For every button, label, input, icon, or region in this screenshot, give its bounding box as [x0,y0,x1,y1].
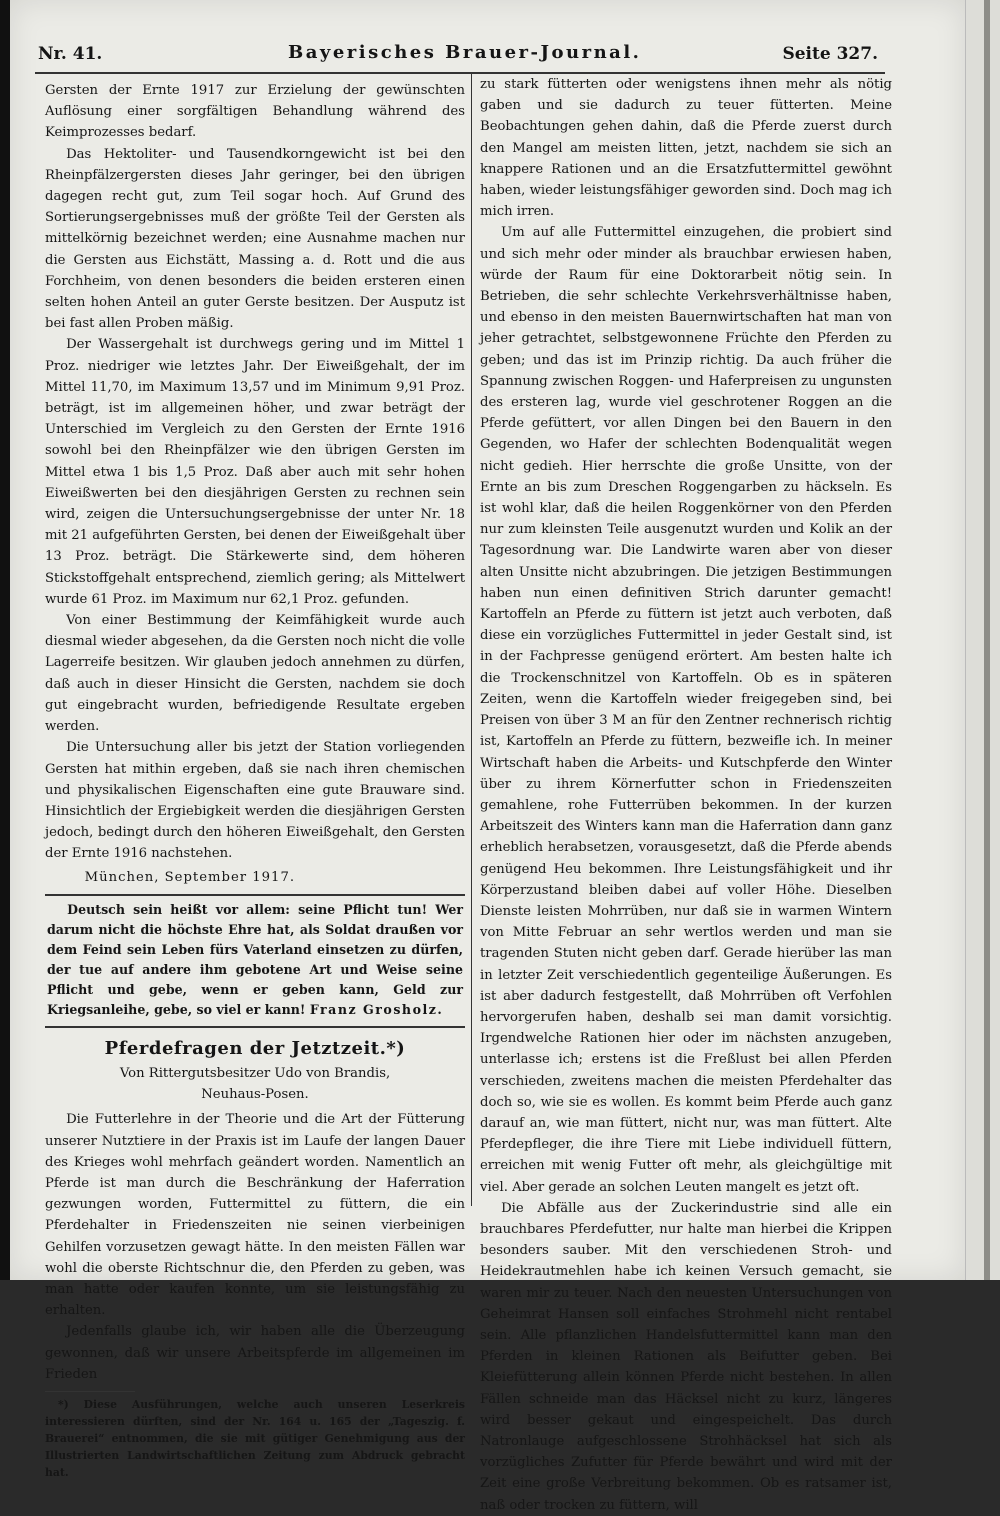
paragraph: Jedenfalls glaube ich, wir haben alle die Überzeugung gewonnen, daß wir unsere Arbeitspferde im allgemeinen im Frieden [45,1324,465,1382]
scan-right-edge [965,0,1000,1280]
paragraph: Das Hektoliter- und Tausendkorngewicht ist bei den Rheinpfälzergersten dieses Jahr geringer, bei den übrigen dagegen recht gut, zum Teil sogar hoch. Auf Grund des Sortierungsergebnisses muß der größte Teil der Gersten als mittelkörnig bezeichnet werden; eine Ausnahme machen nur die Gersten aus Eichstätt, Massing a. d. Rott und die aus Forchheim, von denen besonders die beiden ersteren einen selten hohen Anteil an guter Gerste besitzen. Der Ausputz ist bei fast allen Proben mäßig. [45,146,465,332]
quote-body: Deutsch sein heißt vor allem: seine Pflicht tun! Wer darum nicht die höchste Ehre hat, als Soldat draußen vor dem Feind sein Leben fürs Vaterland einsetzen zu dürfen, der tue auf andere ihm gebotene Art und Weise seine Pflicht und gebe, wenn er geben kann, Geld zur Kriegsanleihe, gebe, so viel er kann! [47,901,463,1017]
quote-text [47,900,463,1020]
footnote-rule [45,1391,135,1392]
paragraph: Um auf alle Futtermittel einzugehen, die probiert sind und sich mehr oder minder als brauchbar erwiesen haben, würde der Raum für eine Doktorarbeit nötig sein. In Betrieben, die sehr schlechte Verkehrsverhältnisse haben, und ebenso in den meisten Bauernwirtschaften hat man von jeher getrachtet, selbstgewonnene Früchte den Pferden zu geben; und das ist im Prinzip richtig. Da auch früher die Spannung zwischen Roggen- und Haferpreisen zu ungunsten des ersteren lag, wurde viel geschrotener Roggen an die Pferde gefüttert, vor allen Dingen bei den Bauern in den Gegenden, wo Hafer der schlechten Bodenqualität wegen nicht gedieh. Hier herrschte die große Unsitte, von der Ernte an bis zum Dreschen Roggengarben zu häckseln. Es ist wohl klar, daß die heilen Roggenkörner von den Pferden nur zum kleinsten Teile ausgenutzt wurden und Kolik an der Tagesordnung war. Die Landwirte waren aber von dieser alten Unsitte nicht abzubringen. Die jetzigen Bestimmungen haben nun einen definitiven Strich darunter gemacht! Kartoffeln an Pferde zu füttern ist jetzt auch verboten, daß diese ein vorzügliches Futtermittel in jeder Gestalt sind, ist in der Fachpresse genügend erörtert. Am besten halte ich die Trockenschnitzel von Kartoffeln. Ob es in späteren Zeiten, wenn die Kartoffeln wieder freigegeben sind, bei Preisen von über 3 M an für den Zentner rechnerisch richtig ist, Kartoffeln an Pferde zu füttern, bezweifle ich. In meiner Wirtschaft haben die Arbeits- und Kutschpferde den Winter über zu ihrem Körnerfutter schon in Friedenszeiten gemahlene, rohe Futterrüben bekommen. In der kurzen Arbeitszeit des Winters kann man die Haferration dann ganz erheblich herabsetzen, vorausgesetzt, daß die Pferde abends genügend Heu bekommen. Ihre Leistungsfähigkeit und ihr Körperzustand bleiben dabei auf voller Höhe. Dieselben Dienste leisten Mohrrüben, nur daß sie in warmen Wintern von Mitte Februar an sehr wertlos werden und man sie tragenden Stuten nicht geben darf. Gerade hierüber las man in letzter Zeit verschiedentlich gegenteilige Äußerungen. Es ist aber dadurch festgestellt, daß Mohrrüben oft Verfohlen hervorgerufen haben, deshalb sei man damit vorsichtig. Irgendwelche Rationen hier oder im nächsten anzugeben, unterlasse ich; erstens ist die Freßlust bei allen Pferden verschieden, zweitens machen die meisten Pferdehalter das doch so, wie sie es wollen. Es kommt beim Pferde auch ganz darauf an, wie man füttert, nicht nur, was man füttert. Alte Pferdepfleger, die ihre Tiere mit Liebe individuell füttern, erreichen mit wenig Futter oft mehr, als gleichgültige mit viel. Aber gerade an solchen Leuten mangelt es jetzt oft. [480,225,892,1195]
journal-title: Bayerisches Brauer-Journal. [288,42,642,63]
issue-number: Nr. 41. [38,44,103,64]
paragraph: Die Untersuchung aller bis jetzt der Station vorliegenden Gersten hat mithin ergeben, daß sie nach ihren chemischen und physikalischen Eigenschaften eine gute Brauware sind. Hinsichtlich der Ergiebigkeit werden die diesjährigen Gersten jedoch, bedingt durch den höheren Eiweißgehalt, den Gersten der Ernte 1916 nachstehen. [45,740,465,862]
left-column [45,80,465,1481]
paragraph: Der Wassergehalt ist durchwegs gering und im Mittel 1 Proz. niedriger wie letztes Jahr. Der Eiweißgehalt, der im Mittel 11,70, im Maximum 13,57 und im Minimum 9,91 Proz. beträgt, ist im allgemeinen höher, und zwar beträgt der Unterschied im Vergleich zu den Gersten der Ernte 1916 sowohl bei den Rheinpfälzer wie den übrigen Gersten im Mittel etwa 1 bis 1,5 Proz. Daß aber auch mit sehr hohen Eiweißwerten bei den diesjährigen Gersten zu rechnen sein wird, zeigen die Untersuchungsergebnisse der unter Nr. 18 mit 21 aufgeführten Gersten, bei denen der Eiweißgehalt über 13 Proz. beträgt. Die Stärkewerte sind, dem höheren Stickstoffgehalt entsprechend, ziemlich gering; als Mittelwert wurde 61 Proz. im Maximum nur 62,1 Proz. gefunden. [45,337,465,607]
paragraph: Die Futterlehre in der Theorie und die Art der Fütterung unserer Nutztiere in der Praxis ist im Laufe der langen Dauer des Krieges wohl mehrfach geändert worden. Namentlich an Pferde ist man durch die Beschränkung der Haferration gezwungen worden, Futtermittel zu füttern, die ein Pferdehalter in Friedenszeiten nie seinen vierbeinigen Gehilfen vorzusetzen gewagt hätte. In den meisten Fällen war wohl die oberste Richtschnur die, den Pferden zu geben, was man hatte oder kaufen konnte, um sie leistungsfähig zu erhalten. [45,1112,465,1319]
binding-strip [984,0,990,1280]
quote-author: Franz Grosholz. [309,1001,444,1017]
scan-left-edge [0,0,10,1280]
dateline: München, September 1917. [84,869,296,885]
byline: Von Rittergutsbesitzer Udo von Brandis, [119,1065,391,1081]
paragraph: Die Abfälle aus der Zuckerindustrie sind alle ein brauchbares Pferdefutter, nur halte man hierbei die Krippen besonders sauber. Mit den verschiedenen Stroh- und Heidekrautmehlen habe ich keinen Versuch gemacht, sie waren mir zu teuer. Nach den neuesten Untersuchungen von Geheimrat Hansen soll einfaches Strohmehl nicht rentabel sein. Alle pflanzlichen Handelsfuttermittel kann man den Pferden in kleinen Rationen als Beifutter geben. Bei Kleiefütterung allein können Pferde nicht bestehen. In allen Fällen schneide man das Häcksel nicht zu kurz, längeres wird besser gekaut und eingespeichelt. Das durch Natronlauge aufgeschlossene Strohhäcksel hat sich als vorzügliches Zufutter für Pferde bewährt und wird mit der Zeit eine große Verbreitung bekommen. Ob es ratsamer ist, naß oder trocken zu füttern, will [480,1200,892,1513]
paragraph: zu stark fütterten oder wenigstens ihnen mehr als nötig gaben und sie dadurch zu teuer fütterten. Meine Beobachtungen gehen dahin, daß die Pferde zuerst durch den Mangel am meisten litten, jetzt, nachdem sie sich an knappere Rationen und an die Ersatzfuttermittel gewöhnt haben, wieder leistungsfähiger geworden sind. Doch mag ich mich irren. [480,77,892,220]
page-header [38,40,878,68]
byline-place: Neuhaus-Posen. [201,1087,309,1103]
right-column [480,74,892,1516]
footnote: *) Diese Ausführungen, welche auch unseren Leserkreis interessieren dürften, sind der Nr. 164 u. 165 der „Tageszig. f. Brauerei“ entnommen, die sie mit gütiger Genehmigung aus der Illustrierten Landwirtschaftlichen Zeitung zum Abdruck gebracht hat. [45,1397,465,1479]
paragraph: Von einer Bestimmung der Keimfähigkeit wurde auch diesmal wieder abgesehen, da die Gersten noch nicht die volle Lagerreife besitzen. Wir glauben jedoch annehmen zu dürfen, daß auch in dieser Hinsicht die Gersten, nachdem sie doch gut eingebracht wurden, befriedigende Resultate ergeben werden. [45,613,465,735]
article-title: Pferdefragen der Jetztzeit.*) [104,1037,406,1059]
page-number: Seite 327. [782,44,878,64]
column-divider [471,74,472,1206]
quote-box [45,894,465,1028]
paragraph: Gersten der Ernte 1917 zur Erzielung der gewünschten Auflösung einer sorgfältigen Behandlung während des Keimprozesses bedarf. [45,83,465,141]
newspaper-page [10,0,965,1513]
